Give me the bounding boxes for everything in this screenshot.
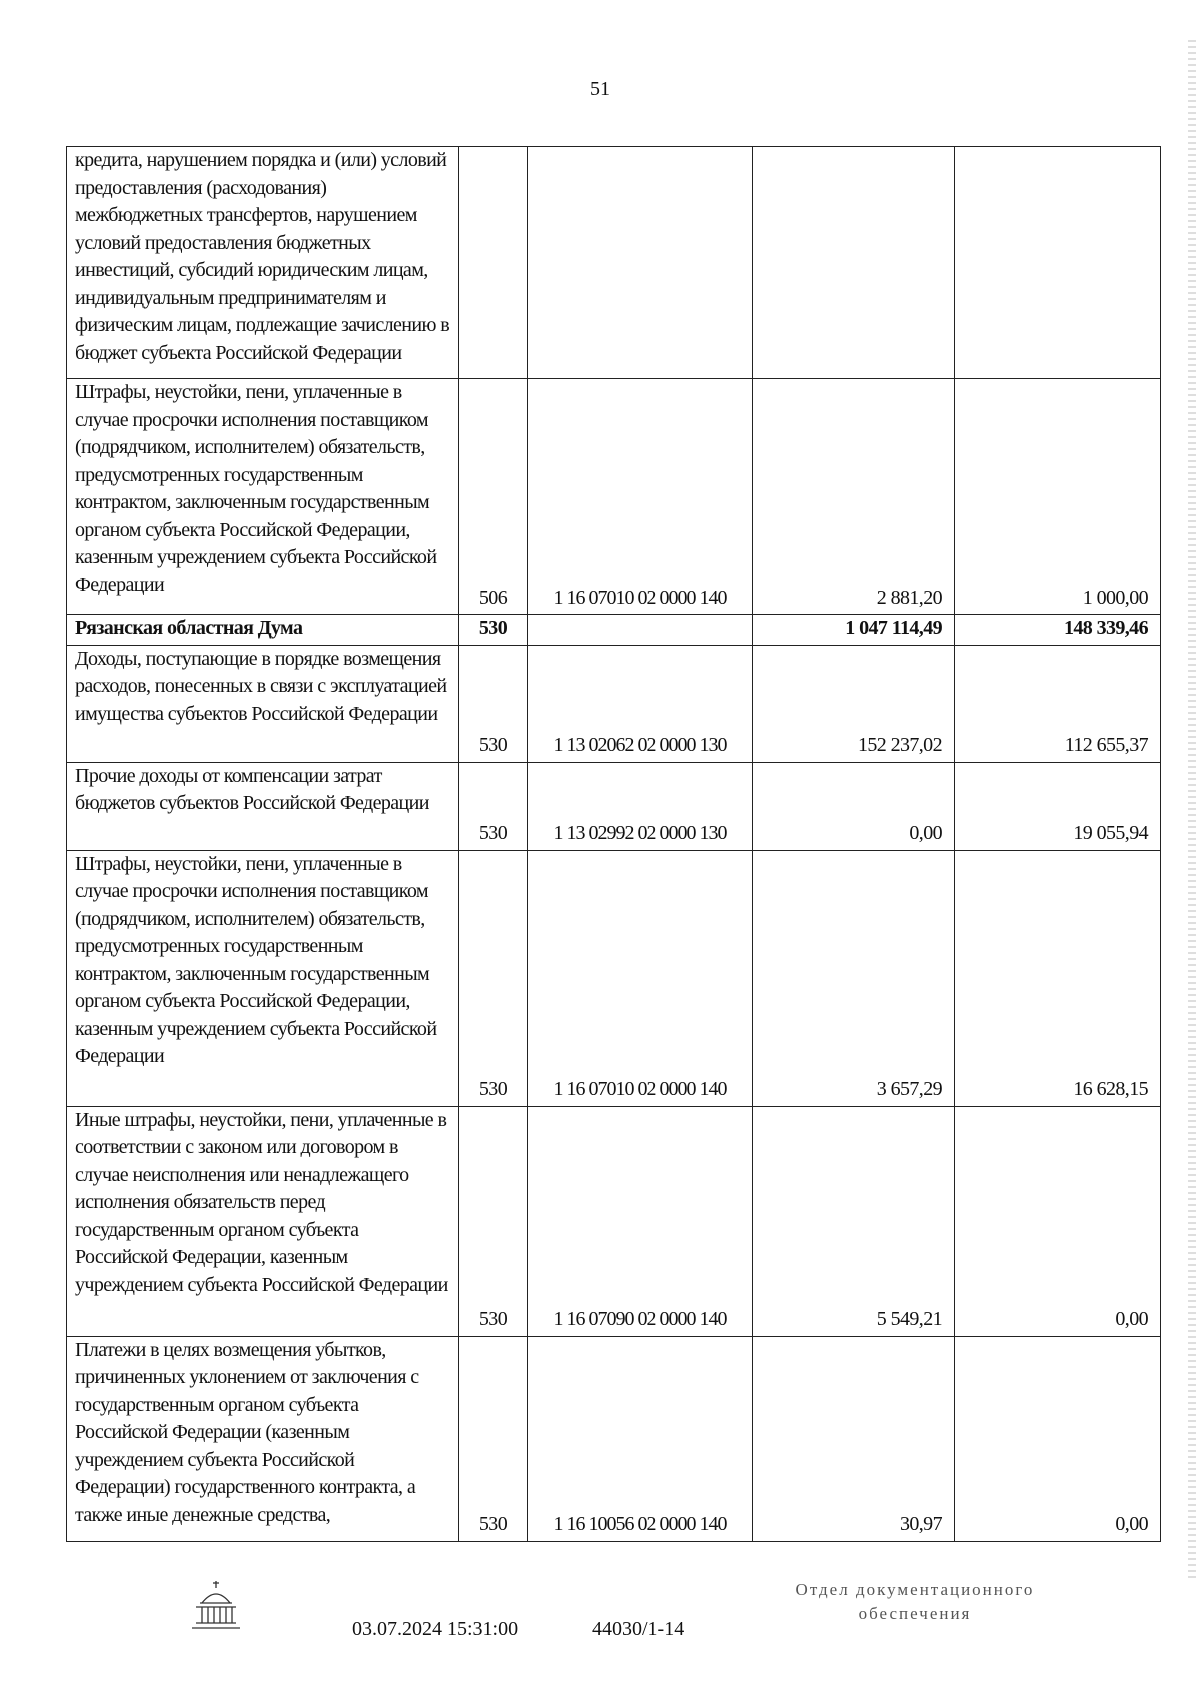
- stamp-line-1: Отдел документационного: [795, 1580, 1035, 1599]
- row-value-1: 30,97: [753, 1336, 955, 1541]
- section-title: Рязанская областная Дума: [67, 615, 459, 646]
- row-admin-code: 530: [459, 615, 528, 646]
- row-value-2: 19 055,94: [955, 762, 1161, 850]
- row-admin-code: 530: [459, 1106, 528, 1336]
- row-budget-code: 1 16 07010 02 0000 140: [528, 379, 753, 615]
- row-name: Иные штрафы, неустойки, пени, уплаченные в соответствии с законом или договором в случае неисполнения или ненадлежащего исполнения обязательств перед государственным органом субъекта Российской Федерации, казенным учреждением субъекта Российской Федерации: [67, 1106, 459, 1336]
- row-admin-code: [459, 147, 528, 379]
- row-budget-code: 1 13 02062 02 0000 130: [528, 645, 753, 762]
- row-admin-code: 530: [459, 645, 528, 762]
- row-admin-code: 530: [459, 762, 528, 850]
- row-admin-code: 530: [459, 850, 528, 1106]
- row-value-1: 5 549,21: [753, 1106, 955, 1336]
- row-value-2: 0,00: [955, 1106, 1161, 1336]
- row-budget-code: 1 16 10056 02 0000 140: [528, 1336, 753, 1541]
- table-row: [67, 147, 1161, 379]
- row-value-1: 0,00: [753, 762, 955, 850]
- table-row: [67, 850, 1161, 1106]
- row-value-1: 2 881,20: [753, 379, 955, 615]
- row-budget-code: 1 16 07010 02 0000 140: [528, 850, 753, 1106]
- table-row: [67, 1106, 1161, 1336]
- table-row: [67, 1336, 1161, 1541]
- footer-datetime: 03.07.2024 15:31:00: [352, 1618, 519, 1640]
- row-value-2: 0,00: [955, 1336, 1161, 1541]
- row-value-2: 16 628,15: [955, 850, 1161, 1106]
- row-name: Доходы, поступающие в порядке возмещения расходов, понесенных в связи с эксплуатацией имущества субъектов Российской Федерации: [67, 645, 459, 762]
- revenue-table: [66, 146, 1161, 1542]
- row-budget-code: 1 16 07090 02 0000 140: [528, 1106, 753, 1336]
- row-value-1: 1 047 114,49: [753, 615, 955, 646]
- table-row: [67, 645, 1161, 762]
- department-stamp: [770, 1578, 1060, 1626]
- row-value-2: 112 655,37: [955, 645, 1161, 762]
- row-budget-code: 1 13 02992 02 0000 130: [528, 762, 753, 850]
- row-value-2: [955, 147, 1161, 379]
- row-value-2: 148 339,46: [955, 615, 1161, 646]
- table-row: [67, 762, 1161, 850]
- row-value-1: 3 657,29: [753, 850, 955, 1106]
- duma-building-logo: [188, 1577, 244, 1633]
- row-name: Штрафы, неустойки, пени, уплаченные в случае просрочки исполнения поставщиком (подрядчиком, исполнителем) обязательств, предусмотренных государственным контрактом, заключенным государственным органом субъекта Российской Федерации, казенным учреждением субъекта Российской Федерации: [67, 850, 459, 1106]
- row-admin-code: 530: [459, 1336, 528, 1541]
- row-value-1: [753, 147, 955, 379]
- row-budget-code: [528, 147, 753, 379]
- stamp-line-2: обеспечения: [858, 1604, 972, 1623]
- row-budget-code: [528, 615, 753, 646]
- table-row: [67, 379, 1161, 615]
- row-value-2: 1 000,00: [955, 379, 1161, 615]
- row-value-1: 152 237,02: [753, 645, 955, 762]
- row-name: Штрафы, неустойки, пени, уплаченные в случае просрочки исполнения поставщиком (подрядчиком, исполнителем) обязательств, предусмотренных государственным контрактом, заключенным государственным органом субъекта Российской Федерации, казенным учреждением субъекта Российской Федерации: [67, 379, 459, 615]
- footer-registration-number: 44030/1-14: [592, 1618, 685, 1640]
- page-number: 51: [590, 78, 610, 100]
- row-admin-code: 506: [459, 379, 528, 615]
- row-name: Платежи в целях возмещения убытков, причиненных уклонением от заключения с государственным органом субъекта Российской Федерации (казенным учреждением субъекта Российской Федерации) государственного контракта, а также иные денежные средства,: [67, 1336, 459, 1541]
- scan-artifact-strip: [1188, 40, 1196, 1580]
- row-name: Прочие доходы от компенсации затрат бюджетов субъектов Российской Федерации: [67, 762, 459, 850]
- table-row-section-total: [67, 615, 1161, 646]
- row-name: кредита, нарушением порядка и (или) условий предоставления (расходования) межбюджетных трансфертов, нарушением условий предоставления бюджетных инвестиций, субсидий юридическим лицам, индивидуальным предпринимателям и физическим лицам, подлежащие зачислению в бюджет субъекта Российской Федерации: [67, 147, 459, 379]
